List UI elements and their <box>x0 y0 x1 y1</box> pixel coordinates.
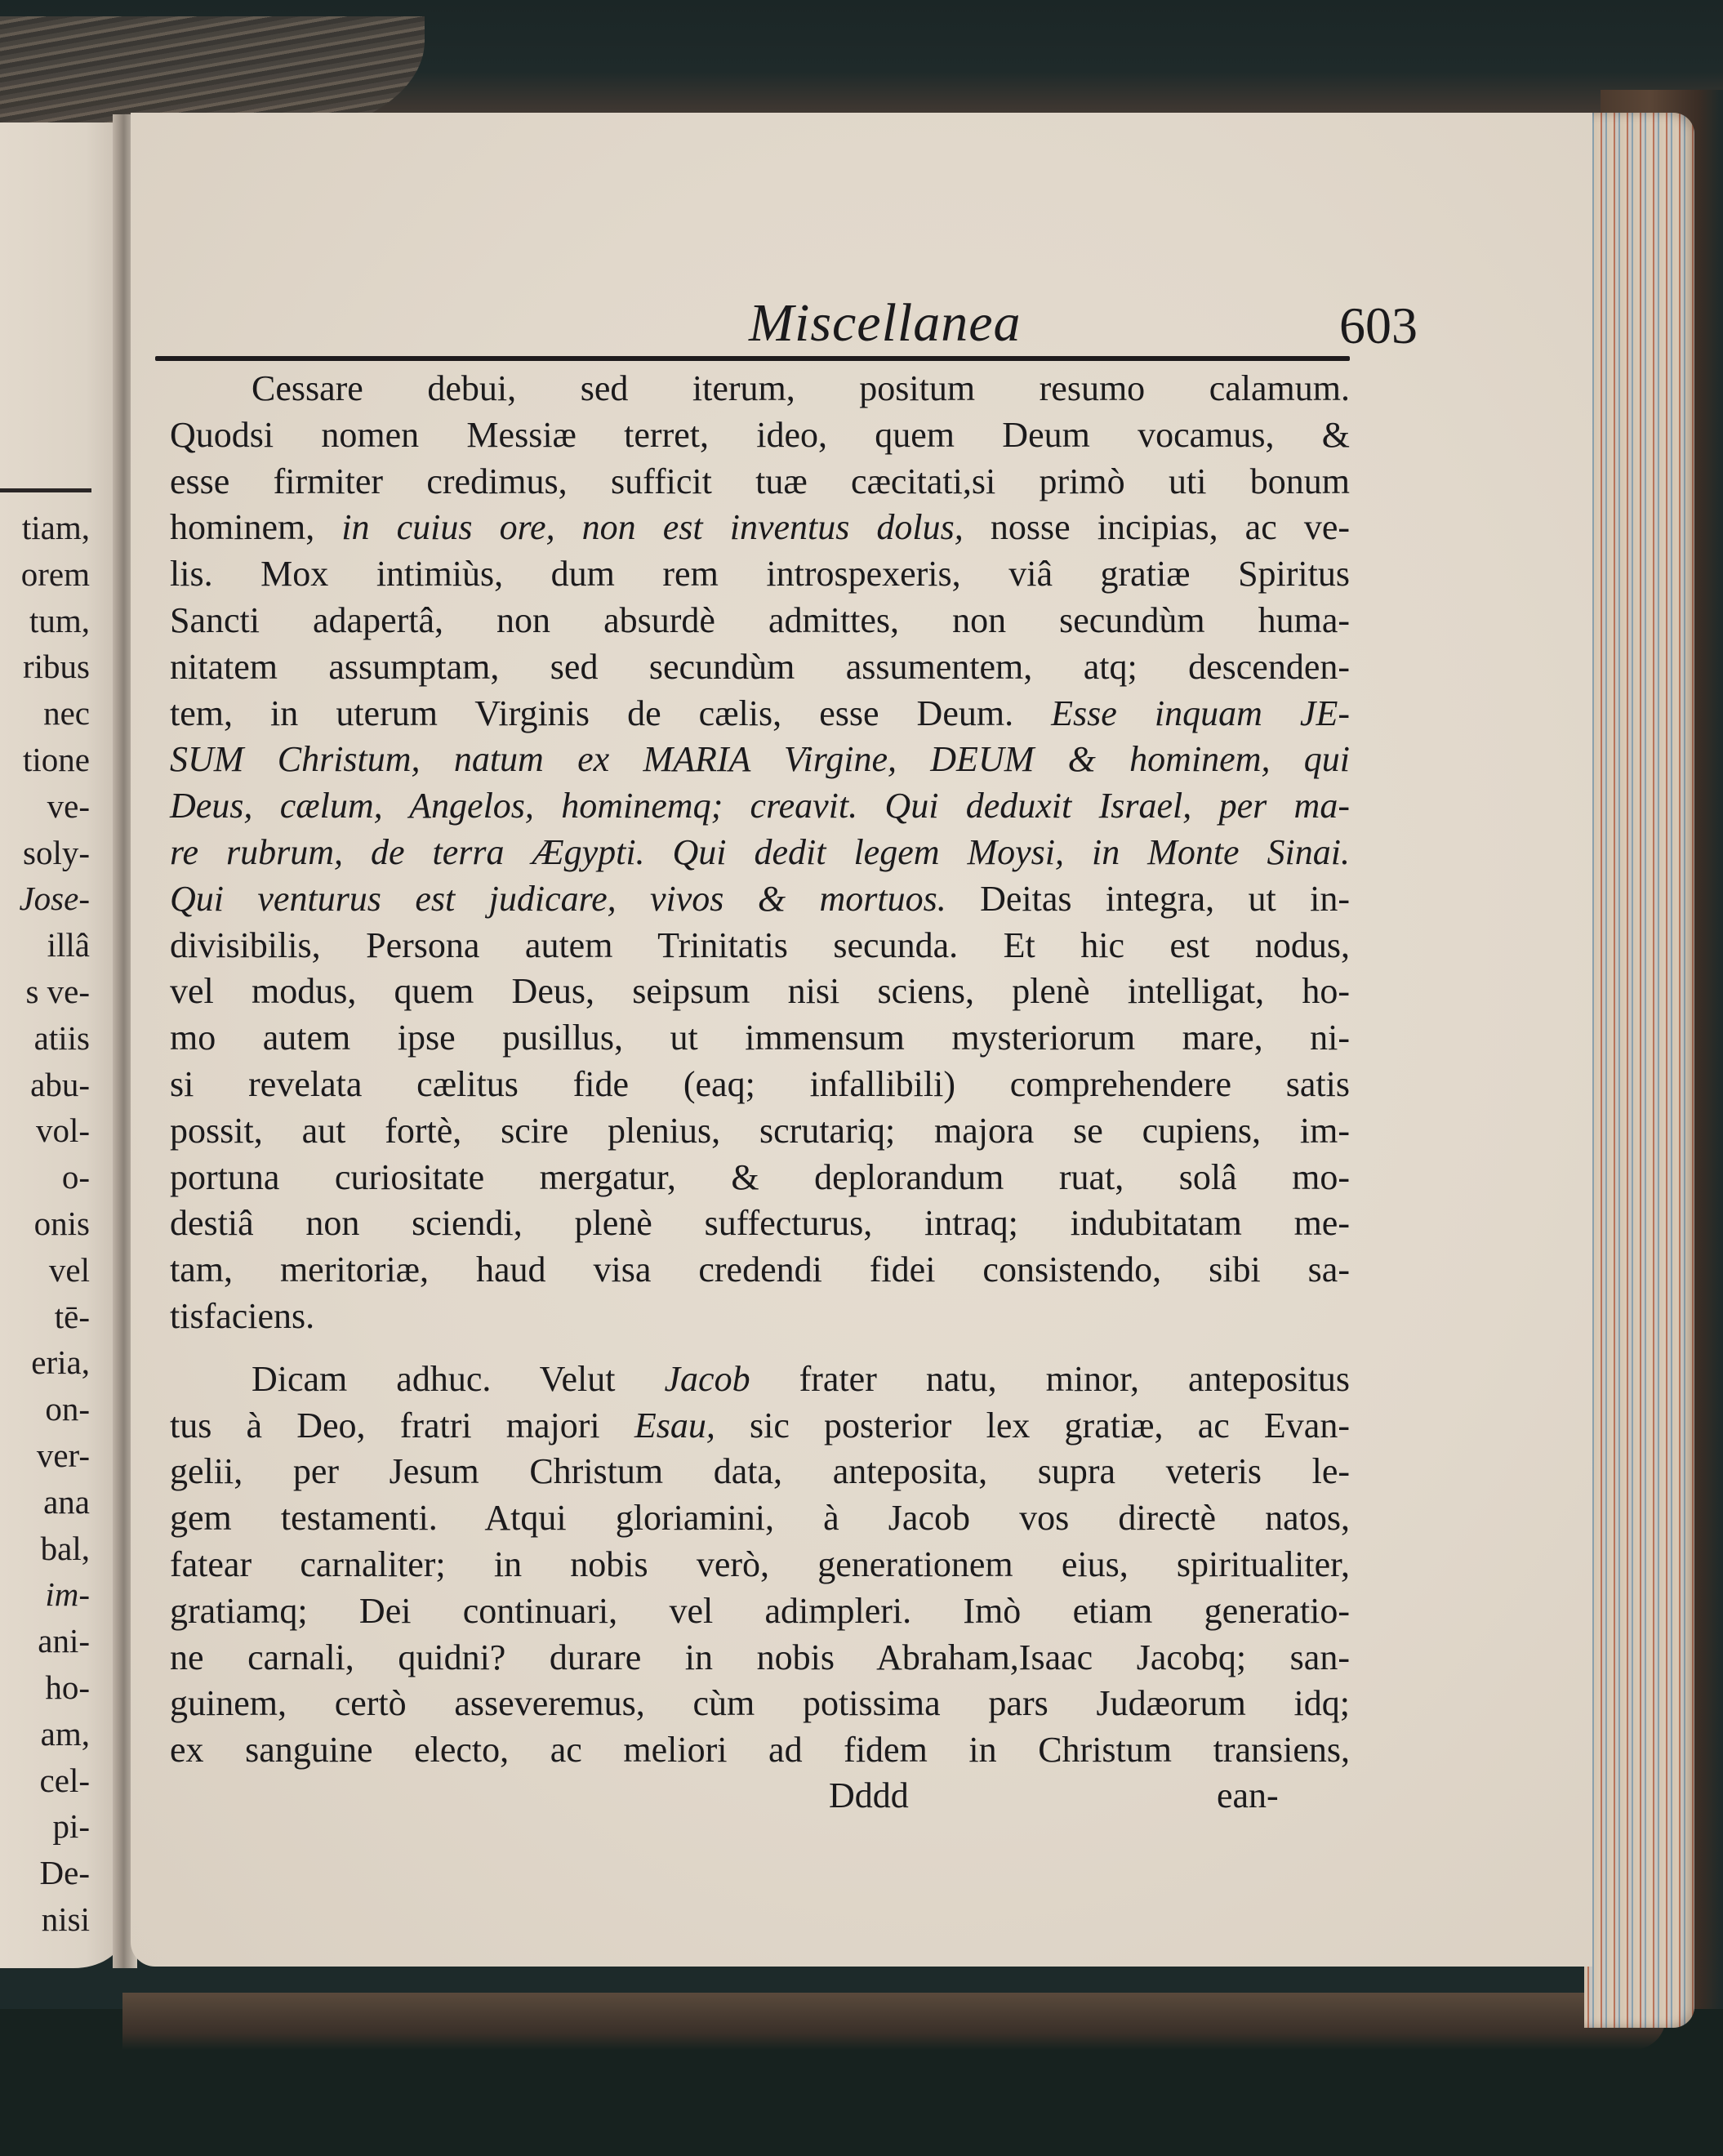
text-segment: si revelata cælitus fide (eaq; infallibili) comprehendere satis <box>170 1063 1350 1104</box>
italic-segment: SUM Christum, natum ex MARIA Virgine, DEUM & hominem, qui <box>170 739 1350 780</box>
left-page-fragment: im- <box>45 1575 90 1614</box>
paragraph <box>170 1356 1350 1774</box>
left-page-fragment: vol- <box>35 1111 90 1150</box>
text-line <box>170 1200 1350 1247</box>
text-line <box>170 598 1350 644</box>
left-page-rule <box>0 488 91 492</box>
left-page-fragment: Jose- <box>19 880 90 918</box>
left-page-fragment: ve- <box>47 786 90 825</box>
left-page-fragment: o- <box>61 1158 90 1196</box>
text-segment: tus à Deo, fratri majori <box>170 1405 634 1446</box>
italic-segment: Deus, cælum, Angelos, hominemq; creavit. Qui deduxit Israel, per ma- <box>170 786 1350 826</box>
text-line <box>170 459 1350 506</box>
text-segment: mo autem ipse pusillus, ut immensum mysteriorum mare, ni- <box>170 1018 1350 1058</box>
left-page-fragment: ho- <box>45 1668 90 1706</box>
text-segment: tem, in uterum Virginis de cælis, esse Deum. <box>170 693 1052 733</box>
text-line <box>170 1015 1350 1062</box>
text-segment: destiâ non sciendi, plenè suffecturus, intraq; indubitatam me- <box>170 1203 1350 1244</box>
text-line <box>170 1727 1350 1774</box>
italic-segment: Jacob <box>664 1358 750 1399</box>
left-page-fragment: ver- <box>36 1436 90 1474</box>
left-page-fragment: De- <box>39 1854 90 1892</box>
text-segment: sic posterior lex gratiæ, ac Evan- <box>715 1405 1350 1446</box>
text-line <box>170 876 1350 923</box>
text-segment: portuna curiositate mergatur, & deplorandum ruat, solâ mo- <box>170 1156 1350 1197</box>
text-line <box>170 1449 1350 1495</box>
text-line <box>170 1403 1350 1450</box>
left-page-fragment: tē- <box>54 1297 90 1335</box>
text-segment: guinem, certò asseveremus, cùm potissima pars Judæorum idq; <box>170 1683 1350 1724</box>
left-page-fragment: illâ <box>47 926 90 964</box>
text-line <box>170 969 1350 1015</box>
text-segment: vel modus, quem Deus, seipsum nisi sciens, plenè intelligat, ho- <box>170 971 1350 1012</box>
catchword: ean- <box>1217 1775 1279 1815</box>
text-line <box>170 783 1350 830</box>
text-line <box>170 1108 1350 1155</box>
text-line <box>170 1495 1350 1542</box>
left-page-fragment: bal, <box>40 1529 90 1567</box>
left-page-fragment: am, <box>40 1714 90 1753</box>
italic-segment: in cuius ore, non est inventus dolus, <box>341 507 964 548</box>
page-fore-edge <box>1584 113 1694 2028</box>
italic-segment: Esau, <box>634 1405 715 1446</box>
left-page-fragment: soly- <box>23 833 90 871</box>
paragraph-gap <box>170 1340 1350 1356</box>
text-line <box>170 1062 1350 1108</box>
text-segment: ne carnali, quidni? durare in nobis Abraham,Isaac Jacobq; san- <box>170 1637 1350 1677</box>
text-line <box>170 1681 1350 1727</box>
italic-segment: Qui venturus est judicare, vivos & mortuos. <box>170 878 946 919</box>
right-page <box>131 113 1592 1967</box>
text-segment: esse firmiter credimus, sufficit tuæ cæcitati,si primò uti bonum <box>170 461 1350 501</box>
text-segment: divisibilis, Persona autem Trinitatis secunda. Et hic est nodus, <box>170 924 1350 965</box>
signature-mark: Dddd <box>829 1775 909 1815</box>
running-head-title: Miscellanea <box>749 293 1022 353</box>
text-segment: gratiamq; Dei continuari, vel adimpleri. Imò etiam generatio- <box>170 1590 1350 1631</box>
text-segment: gem testamenti. Atqui gloriamini, à Jacob vos directè natos, <box>170 1498 1350 1539</box>
text-line <box>170 1247 1350 1294</box>
left-page-fragment: pi- <box>52 1807 90 1846</box>
left-page-fragment: nec <box>43 694 90 733</box>
left-page-fragment: vel <box>48 1250 90 1289</box>
left-page-fragment: tione <box>23 740 90 778</box>
left-page-fragment: eria, <box>31 1343 90 1382</box>
left-page-fragment: ana <box>43 1482 90 1521</box>
text-segment: nitatem assumptam, sed secundùm assumentem, atq; descenden- <box>170 646 1350 687</box>
text-line <box>170 412 1350 459</box>
text-segment: ex sanguine electo, ac meliori ad fidem in Christum transiens, <box>170 1730 1350 1771</box>
text-line <box>170 551 1350 598</box>
left-page-fragment: ribus <box>23 648 90 686</box>
text-line <box>170 366 1350 412</box>
page-number: 603 <box>1339 296 1418 354</box>
text-segment: Sancti adapertâ, non absurdè admittes, non secundùm huma- <box>170 599 1350 640</box>
text-segment: tam, meritoriæ, haud visa credendi fidei consistendo, sibi sa- <box>170 1250 1350 1290</box>
text-segment: Quodsi nomen Messiæ terret, ideo, quem Deum vocamus, & <box>170 414 1350 455</box>
text-line <box>170 1588 1350 1635</box>
text-segment: tisfaciens. <box>170 1295 315 1336</box>
left-page <box>0 122 122 1968</box>
text-segment: Deitas integra, ut in- <box>946 878 1351 919</box>
text-segment: gelii, per Jesum Christum data, anteposita, supra veteris le- <box>170 1451 1350 1492</box>
text-line <box>170 505 1350 551</box>
paragraph <box>170 366 1350 1340</box>
left-page-fragment: s ve- <box>25 972 90 1010</box>
text-line <box>170 923 1350 969</box>
left-page-fragment: tiam, <box>21 509 90 546</box>
left-page-fragment: orem <box>20 555 90 593</box>
left-page-fragment: atiis <box>33 1018 90 1057</box>
left-page-fragment: ani- <box>38 1622 90 1660</box>
text-line <box>170 737 1350 783</box>
text-line <box>170 1155 1350 1201</box>
text-segment: frater natu, minor, antepositus <box>750 1358 1350 1399</box>
italic-segment: Esse inquam JE- <box>1051 693 1350 733</box>
italic-segment: re rubrum, de terra Ægypti. Qui dedit legem Moysi, in Monte Sinai. <box>170 831 1350 872</box>
text-line <box>170 691 1350 737</box>
text-line <box>170 830 1350 876</box>
head-rule <box>155 356 1350 361</box>
left-page-fragment: on- <box>45 1390 90 1428</box>
text-segment: Cessare debui, sed iterum, positum resumo calamum. <box>252 368 1350 408</box>
left-page-text-fragments <box>19 505 90 1943</box>
book-cover-bottom <box>122 1993 1666 2050</box>
text-segment: hominem, <box>170 507 342 548</box>
left-page-fragment: abu- <box>30 1065 90 1103</box>
left-page-fragment: tum, <box>29 601 90 639</box>
text-line <box>170 1635 1350 1682</box>
text-segment: Dicam adhuc. Velut <box>252 1358 665 1399</box>
text-line <box>170 1356 1350 1403</box>
text-line <box>170 1542 1350 1588</box>
text-segment: nosse incipias, ac ve- <box>963 507 1351 548</box>
text-segment: possit, aut fortè, scire plenius, scrutariq; majora se cupiens, im- <box>170 1110 1350 1151</box>
left-page-fragment: nisi <box>41 1900 90 1938</box>
body-text <box>170 366 1350 1774</box>
text-line <box>170 1294 1350 1340</box>
left-page-fragment: cel- <box>39 1761 90 1799</box>
text-line <box>170 644 1350 691</box>
left-page-fragment: onis <box>33 1204 90 1242</box>
text-segment: fatear carnaliter; in nobis verò, generationem eius, spiritualiter, <box>170 1544 1350 1584</box>
text-segment: lis. Mox intimiùs, dum rem introspexeris, viâ gratiæ Spiritus <box>170 554 1350 595</box>
